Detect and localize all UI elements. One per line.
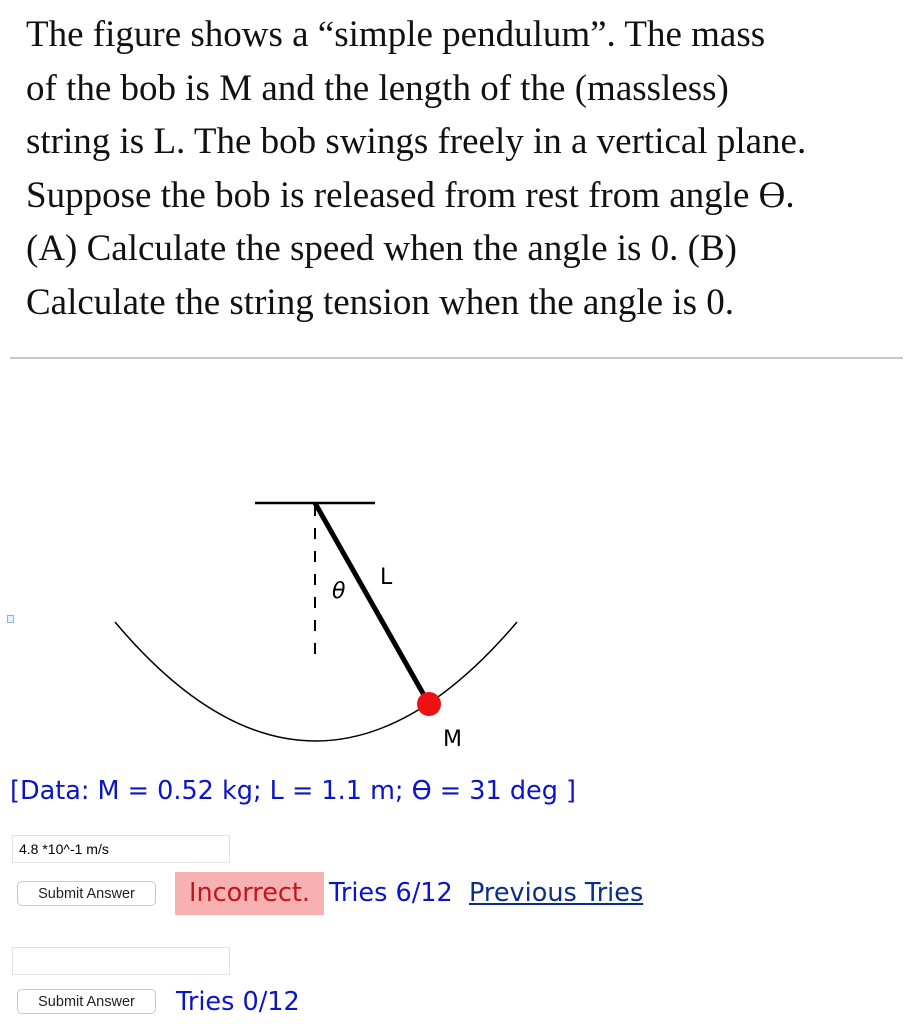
question-line: Suppose the bob is released from rest from angle ϴ. [26,174,795,216]
submit-answer-button-part-a[interactable]: Submit Answer [17,881,156,906]
question-line: of the bob is M and the length of the (massless) [26,67,729,109]
pendulum-bob [417,692,441,716]
tries-counter-part-a: Tries 6/12 [329,878,453,908]
answer-input-part-a[interactable] [12,835,230,863]
length-label: L [380,565,393,590]
swing-arc [115,622,517,741]
submit-answer-button-part-b[interactable]: Submit Answer [17,989,156,1014]
question-line: (A) Calculate the speed when the angle is 0. (B) [26,228,737,269]
question-line: string is L. The bob swings freely in a vertical plane. [26,121,807,162]
incorrect-status-badge: Incorrect. [175,872,324,915]
answer-input-part-b[interactable] [12,947,230,975]
question-line: The figure shows a “simple pendulum”. The mass [26,14,766,55]
angle-label: θ [332,579,346,604]
question-line: Calculate the string tension when the angle is 0. [26,281,734,323]
tries-counter-part-b: Tries 0/12 [176,987,300,1017]
previous-tries-link[interactable]: Previous Tries [469,878,644,908]
problem-data: [Data: M = 0.52 kg; L = 1.1 m; ϴ = 31 deg ] [10,776,576,806]
mass-label: M [443,727,462,752]
